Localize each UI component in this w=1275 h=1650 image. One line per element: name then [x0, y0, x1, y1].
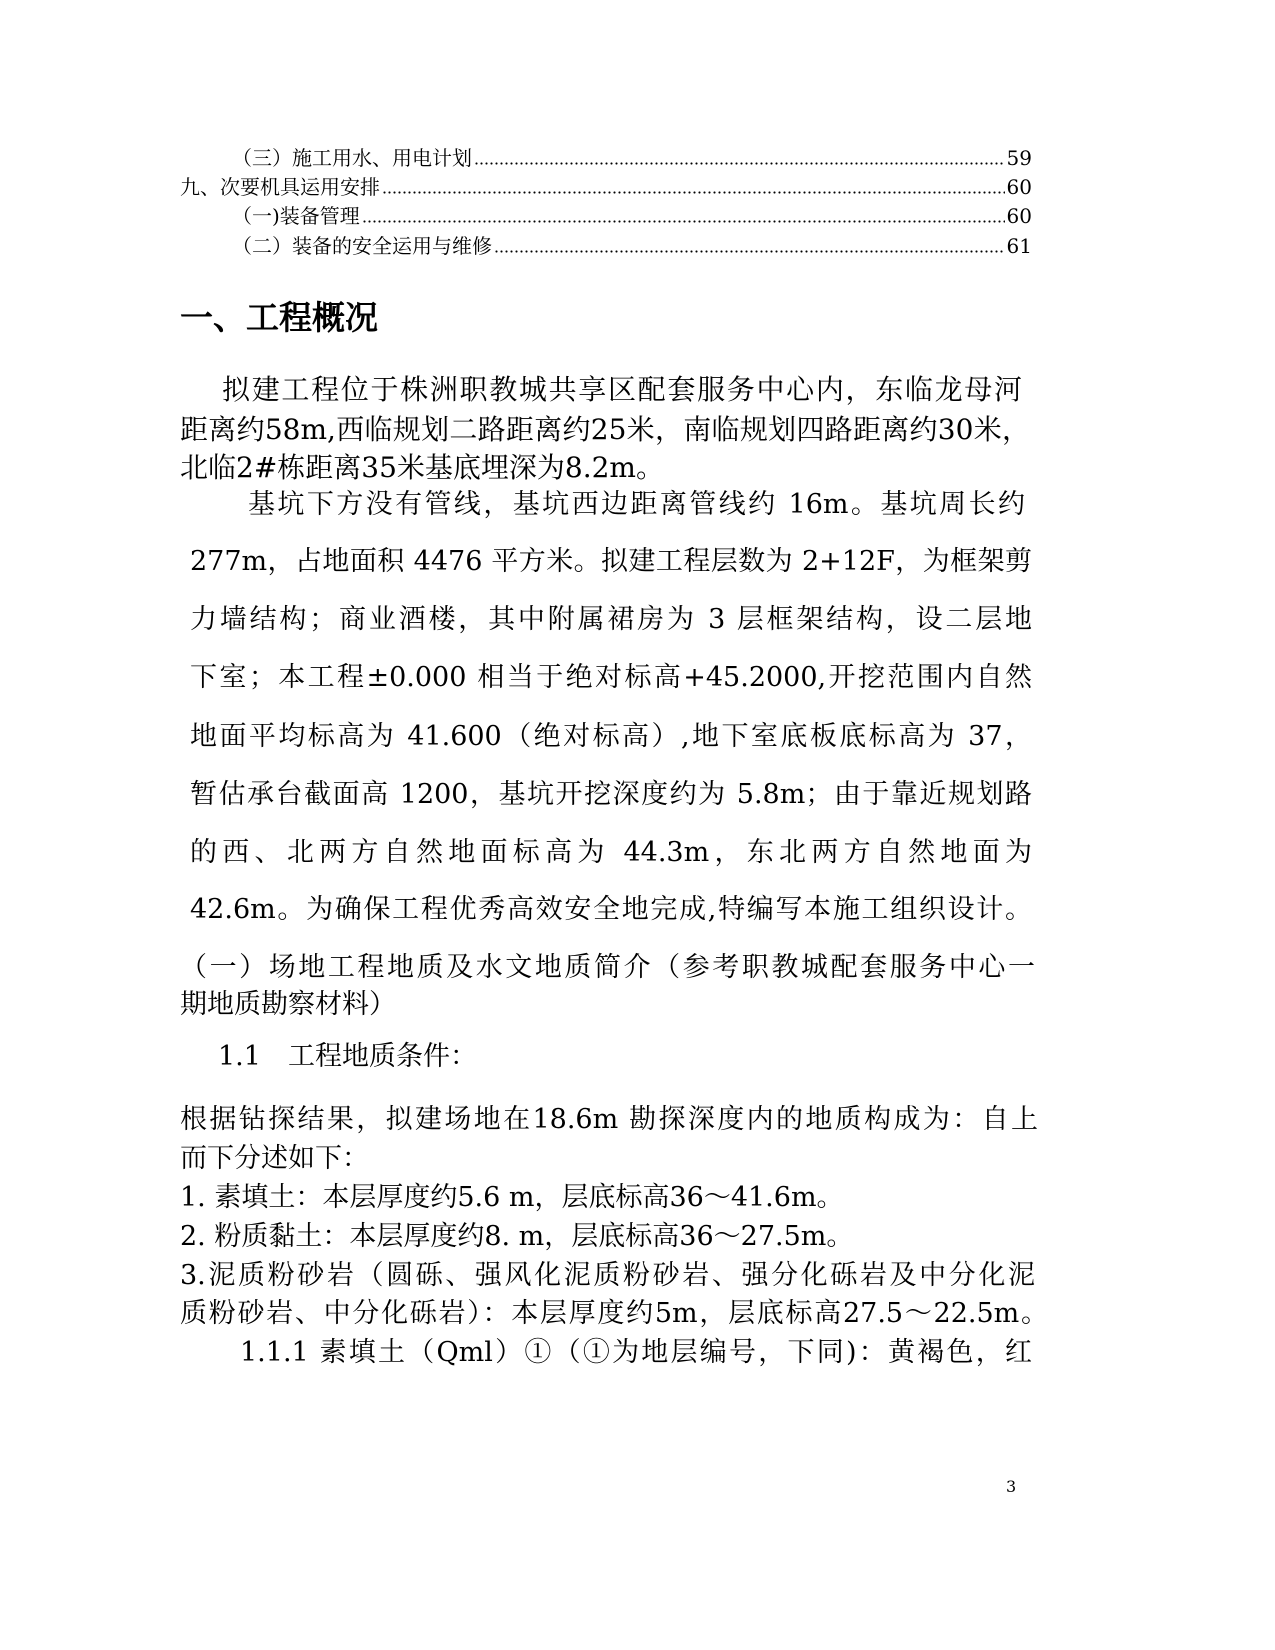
section-heading-line: 期地质勘察材料） — [180, 989, 396, 1020]
paragraph-line: 而下分述如下： — [180, 1143, 369, 1174]
toc-entry-title: （三）施工用水、用电计划 — [232, 146, 472, 170]
toc-entry-title: 九、次要机具运用安排 — [180, 175, 380, 199]
toc-entry-page: 59 — [1006, 146, 1032, 170]
toc-entry — [232, 145, 1032, 171]
toc-entry-page: 60 — [1006, 175, 1032, 199]
toc-entry-title: （一)装备管理 — [232, 204, 360, 228]
paragraph-line: 拟建工程位于株洲职教城共享区配套服务中心内，东临龙母河 — [222, 373, 1022, 406]
toc-entry — [232, 203, 1032, 229]
chapter-heading: 一、工程概况 — [180, 298, 378, 337]
list-item: 3.泥质粉砂岩（圆砾、强风化泥质粉砂岩、强分化砾岩及中分化泥 — [180, 1260, 1035, 1291]
paragraph-line: 42.6m。为确保工程优秀高效安全地完成,特编写本施工组织设计。 — [190, 894, 1032, 925]
paragraph-line: 地面平均标高为 41.600（绝对标高）,地下室底板底标高为 37， — [190, 721, 1032, 752]
toc-dot-leader — [362, 220, 1005, 223]
toc-entry-title: （二）装备的安全运用与维修 — [232, 234, 492, 258]
paragraph-line: 1.1.1 素填土（Qml）①（①为地层编号，下同)：黄褐色，红 — [240, 1337, 1032, 1368]
toc-entry — [232, 233, 1032, 259]
toc-dot-leader — [382, 191, 1005, 194]
toc-entry — [180, 174, 1032, 200]
toc-dot-leader — [474, 162, 1005, 165]
section-heading-line: （一）场地工程地质及水文地质简介（参考职教城配套服务中心一 — [180, 952, 1035, 983]
subsection-heading: 1.1 工程地质条件： — [218, 1041, 477, 1072]
paragraph-line: 的西、北两方自然地面标高为 44.3m，东北两方自然地面为 — [190, 837, 1032, 868]
paragraph-line: 北临2#栋距离35米基底埋深为8.2m。 — [180, 451, 664, 484]
page-number: 3 — [1006, 1477, 1017, 1496]
list-item: 1. 素填土：本层厚度约5.6 m，层底标高36～41.6m。 — [180, 1182, 844, 1213]
paragraph-line: 距离约58m,西临规划二路距离约25米，南临规划四路距离约30米， — [180, 413, 1030, 446]
paragraph-line: 根据钻探结果，拟建场地在18.6m 勘探深度内的地质构成为：自上 — [180, 1104, 1038, 1135]
toc-entry-page: 60 — [1006, 204, 1032, 228]
paragraph-line: 下室；本工程±0.000 相当于绝对标高+45.2000,开挖范围内自然 — [190, 662, 1032, 693]
toc-entry-page: 61 — [1006, 234, 1032, 258]
paragraph-line: 暂估承台截面高 1200，基坑开挖深度约为 5.8m；由于靠近规划路 — [190, 779, 1032, 810]
paragraph-line: 277m，占地面积 4476 平方米。拟建工程层数为 2+12F，为框架剪 — [190, 546, 1032, 577]
paragraph-line: 基坑下方没有管线，基坑西边距离管线约 16m。基坑周长约 — [248, 489, 1025, 520]
paragraph-line: 力墙结构；商业酒楼，其中附属裙房为 3 层框架结构，设二层地 — [190, 604, 1032, 635]
list-item: 质粉砂岩、中分化砾岩）：本层厚度约5m，层底标高27.5～22.5m。 — [180, 1298, 1048, 1329]
list-item: 2. 粉质黏土：本层厚度约8. m，层底标高36～27.5m。 — [180, 1221, 854, 1252]
toc-dot-leader — [494, 250, 1005, 253]
